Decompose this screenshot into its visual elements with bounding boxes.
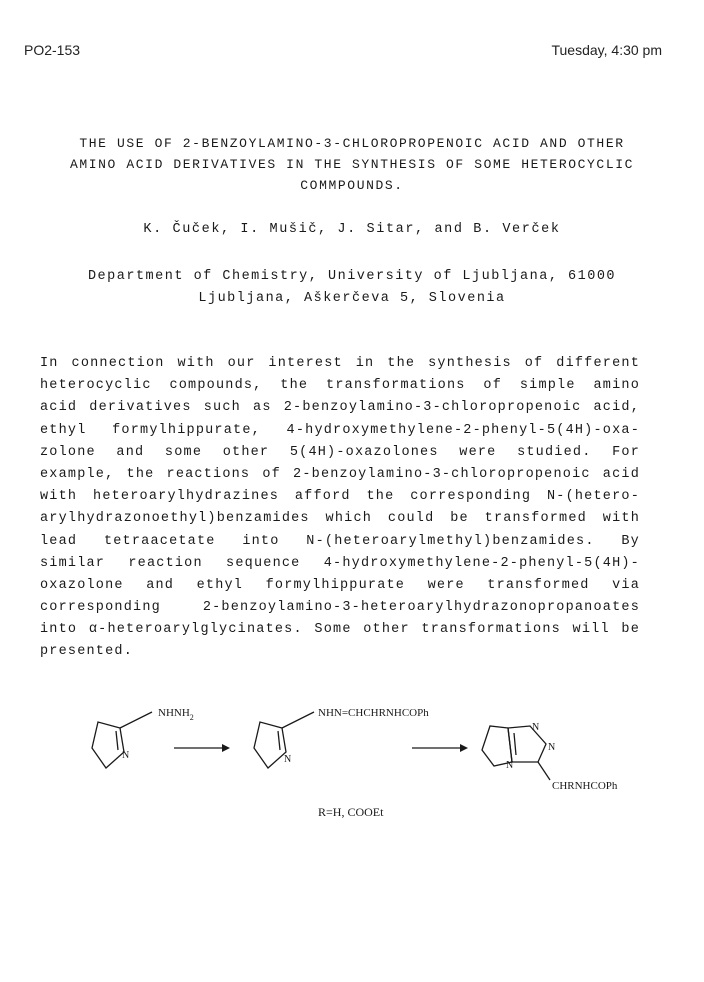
product-triazole-double-bond [514, 733, 516, 755]
reactant-double-bond [116, 731, 118, 750]
author-list: K. Čuček, I. Mušič, J. Sitar, and B. Verček [143, 222, 561, 237]
affiliation [30, 266, 674, 310]
abstract-line: oxazolone and ethyl formylhippurate were transformed via [40, 577, 640, 593]
product-substituent-bond [538, 762, 550, 780]
paper-title [30, 133, 674, 196]
reactant-bond [120, 712, 152, 728]
abstract-line: corresponding 2-benzoylamino-3-heteroarylhydrazonopropanoates [40, 600, 640, 616]
session-time: Tuesday, 4:30 pm [551, 42, 662, 58]
product-n-bridge: N [506, 760, 514, 771]
reaction-scheme [80, 700, 640, 830]
abstract-line: arylhydrazonoethyl)benzamides which could be transformed with [40, 511, 640, 527]
abstract-line: into α-heteroarylglycinates. Some other transformations will be [40, 622, 640, 638]
product-bridge-bond [508, 728, 512, 762]
intermediate-ring-n: N [284, 754, 292, 765]
abstract-line: In connection with our interest in the synthesis of different [40, 356, 640, 371]
abstract-body [40, 353, 640, 664]
abstract-line: with heteroarylhydrazines afford the corresponding N-(hetero- [40, 489, 640, 505]
reactant-ring [92, 722, 124, 768]
product-triazole [508, 726, 546, 762]
product-substituent-label: CHRNHCOPh [552, 780, 618, 792]
abstract-line: ethyl formylhippurate, 4-hydroxymethylene-2-phenyl-5(4H)-oxa- [40, 422, 640, 438]
product-n-right: N [548, 742, 556, 753]
intermediate-ring [254, 722, 286, 768]
title-line: COMMPOUNDS. [300, 178, 404, 193]
abstract-line: presented. [40, 644, 134, 660]
abstract-line: example, the reactions of 2-benzoylamino-3-chloropropenoic acid [40, 466, 640, 482]
affiliation-line: Ljubljana, Aškerčeva 5, Slovenia [198, 291, 506, 306]
abstract-line: zolone and some other 5(4H)-oxazolones were studied. For [40, 444, 640, 460]
abstract-line: similar reaction sequence 4-hydroxymethylene-2-phenyl-5(4H)- [40, 555, 640, 571]
session-code: PO2-153 [24, 42, 81, 58]
title-line: AMINO ACID DERIVATIVES IN THE SYNTHESIS OF SOME HETEROCYCLIC [69, 157, 635, 172]
arrow-head-2 [460, 744, 468, 752]
affiliation-line: Department of Chemistry, University of Ljubljana, 61000 [87, 269, 617, 284]
reactant-ring-n: N [122, 750, 130, 761]
title-line: THE USE OF 2-BENZOYLAMINO-3-CHLOROPROPENOIC ACID AND OTHER [79, 136, 625, 151]
intermediate-double-bond [278, 731, 280, 750]
intermediate-bond [282, 712, 314, 728]
abstract-line: acid derivatives such as 2-benzoylamino-3-chloropropenoic acid, [40, 400, 640, 416]
arrow-head-1 [222, 744, 230, 752]
abstract-line: heterocyclic compounds, the transformations of simple amino [40, 378, 640, 394]
reactant-group-label: $NHNH_2$ [158, 707, 194, 722]
scheme-condition: R=H, COOEt [318, 805, 384, 819]
product-n-top: N [532, 722, 540, 733]
reaction-scheme-drawing [80, 700, 640, 830]
intermediate-group-label: NHN=CHCHRNHCOPh [318, 707, 429, 719]
abstract-line: lead tetraacetate into N-(heteroarylmethyl)benzamides. By [40, 533, 640, 549]
